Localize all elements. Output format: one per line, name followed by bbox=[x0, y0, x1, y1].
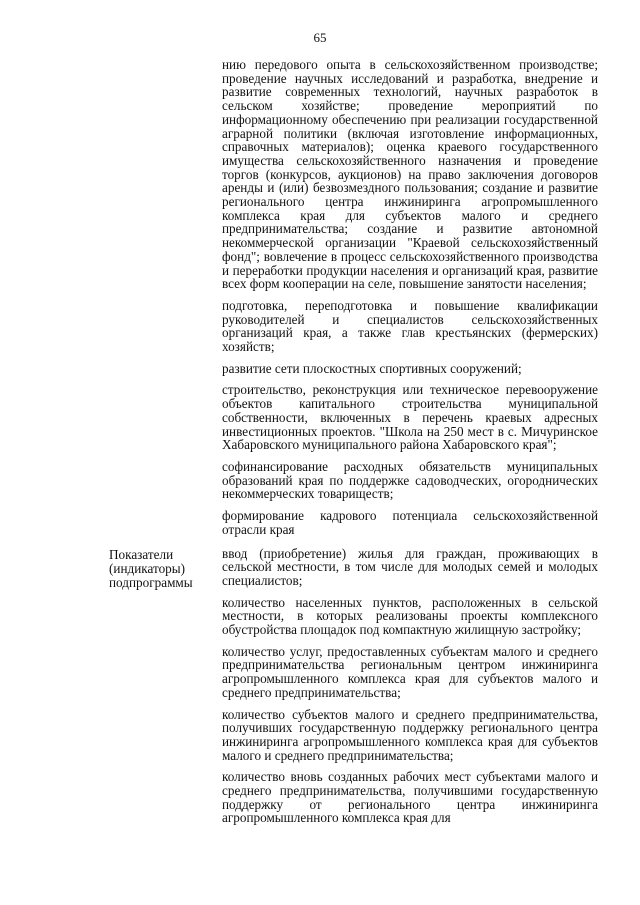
paragraph-cofinancing: софинансирование расходных обязательств муниципальных образований края по поддержке садоводческих, огороднических некоммерческих товариществ; bbox=[222, 458, 598, 502]
paragraph-personnel: формирование кадрового потенциала сельскохозяйственной отрасли края bbox=[222, 508, 598, 537]
indicator-supported-entities: количество субъектов малого и среднего предпринимательства, получивших государственную поддержку регионального центра инжиниринга агропромышленного комплекса края для субъектов малого и среднего предпринимательства; bbox=[222, 706, 598, 763]
paragraph-sports-facilities: развитие сети плоскостных спортивных сооружений; bbox=[222, 360, 522, 376]
row-label bbox=[109, 548, 221, 591]
indicator-services: количество услуг, предоставленных субъектам малого и среднего предпринимательства региональным центром инжиниринга агропромышленного комплекса края для субъектов малого и среднего предпринимательства; bbox=[222, 643, 598, 700]
paragraph-construction: строительство, реконструкция или техническое перевооружение объектов капитального строительства муниципальной собственности, включенных в перечень краевых адресных инвестиционных проектов. "Школа на 250 мест в с. Мичуринское Хабаровского муниципального района Хабаровского края"; bbox=[222, 382, 598, 453]
row-label-line: (индикаторы) bbox=[109, 561, 186, 577]
page-number: 65 bbox=[313, 30, 327, 45]
indicator-settlements: количество населенных пунктов, расположенных в сельской местности, в которых реализованы проекты комплексного обустройства площадок под компактную жилищную застройку; bbox=[222, 594, 598, 638]
indicator-new-jobs: количество вновь созданных рабочих мест субъектами малого и среднего предпринимательства, получившими государственную поддержку от регионального центра инжиниринга агропромышленного комплекса края для bbox=[222, 769, 598, 826]
paragraph-measures-continued: нию передового опыта в сельскохозяйственном производстве; проведение научных исследований и разработка, внедрение и развитие современных технологий, научных разработок в сельском хозяйстве; проведение мероприятий по информационному обеспечению при реализации государственной аграрной политики (включая изготовление информационных, справочных материалов); оценка краевого государственного имущества сельскохозяйственного назначения и проведение торгов (конкурсов, аукционов) на право заключения договоров аренды и (или) безвозмездного пользования; создание и развитие регионального центра инжиниринга агропромышленного комплекса края для субъектов малого и среднего предпринимательства; создание и развитие автономной некоммерческой организации "Краевой сельскохозяйственный фонд"; вовлечение в процесс сельскохозяйственного производства и переработки продукции населения и организаций края, развитие всех форм кооперации на селе, повышение занятости населения; bbox=[222, 57, 598, 292]
paragraph-training: подготовка, переподготовка и повышение квалификации руководителей и специалистов сельскохозяйственных организаций края, а также глав крестьянских (фермерских) хозяйств; bbox=[222, 297, 598, 355]
row-label-line: Показатели bbox=[109, 547, 174, 562]
indicator-housing: ввод (приобретение) жилья для граждан, проживающих в сельской местности, в том числе для молодых семей и молодых специалистов; bbox=[222, 545, 598, 588]
row-label-line: подпрограммы bbox=[109, 575, 193, 591]
content-column bbox=[222, 58, 598, 833]
